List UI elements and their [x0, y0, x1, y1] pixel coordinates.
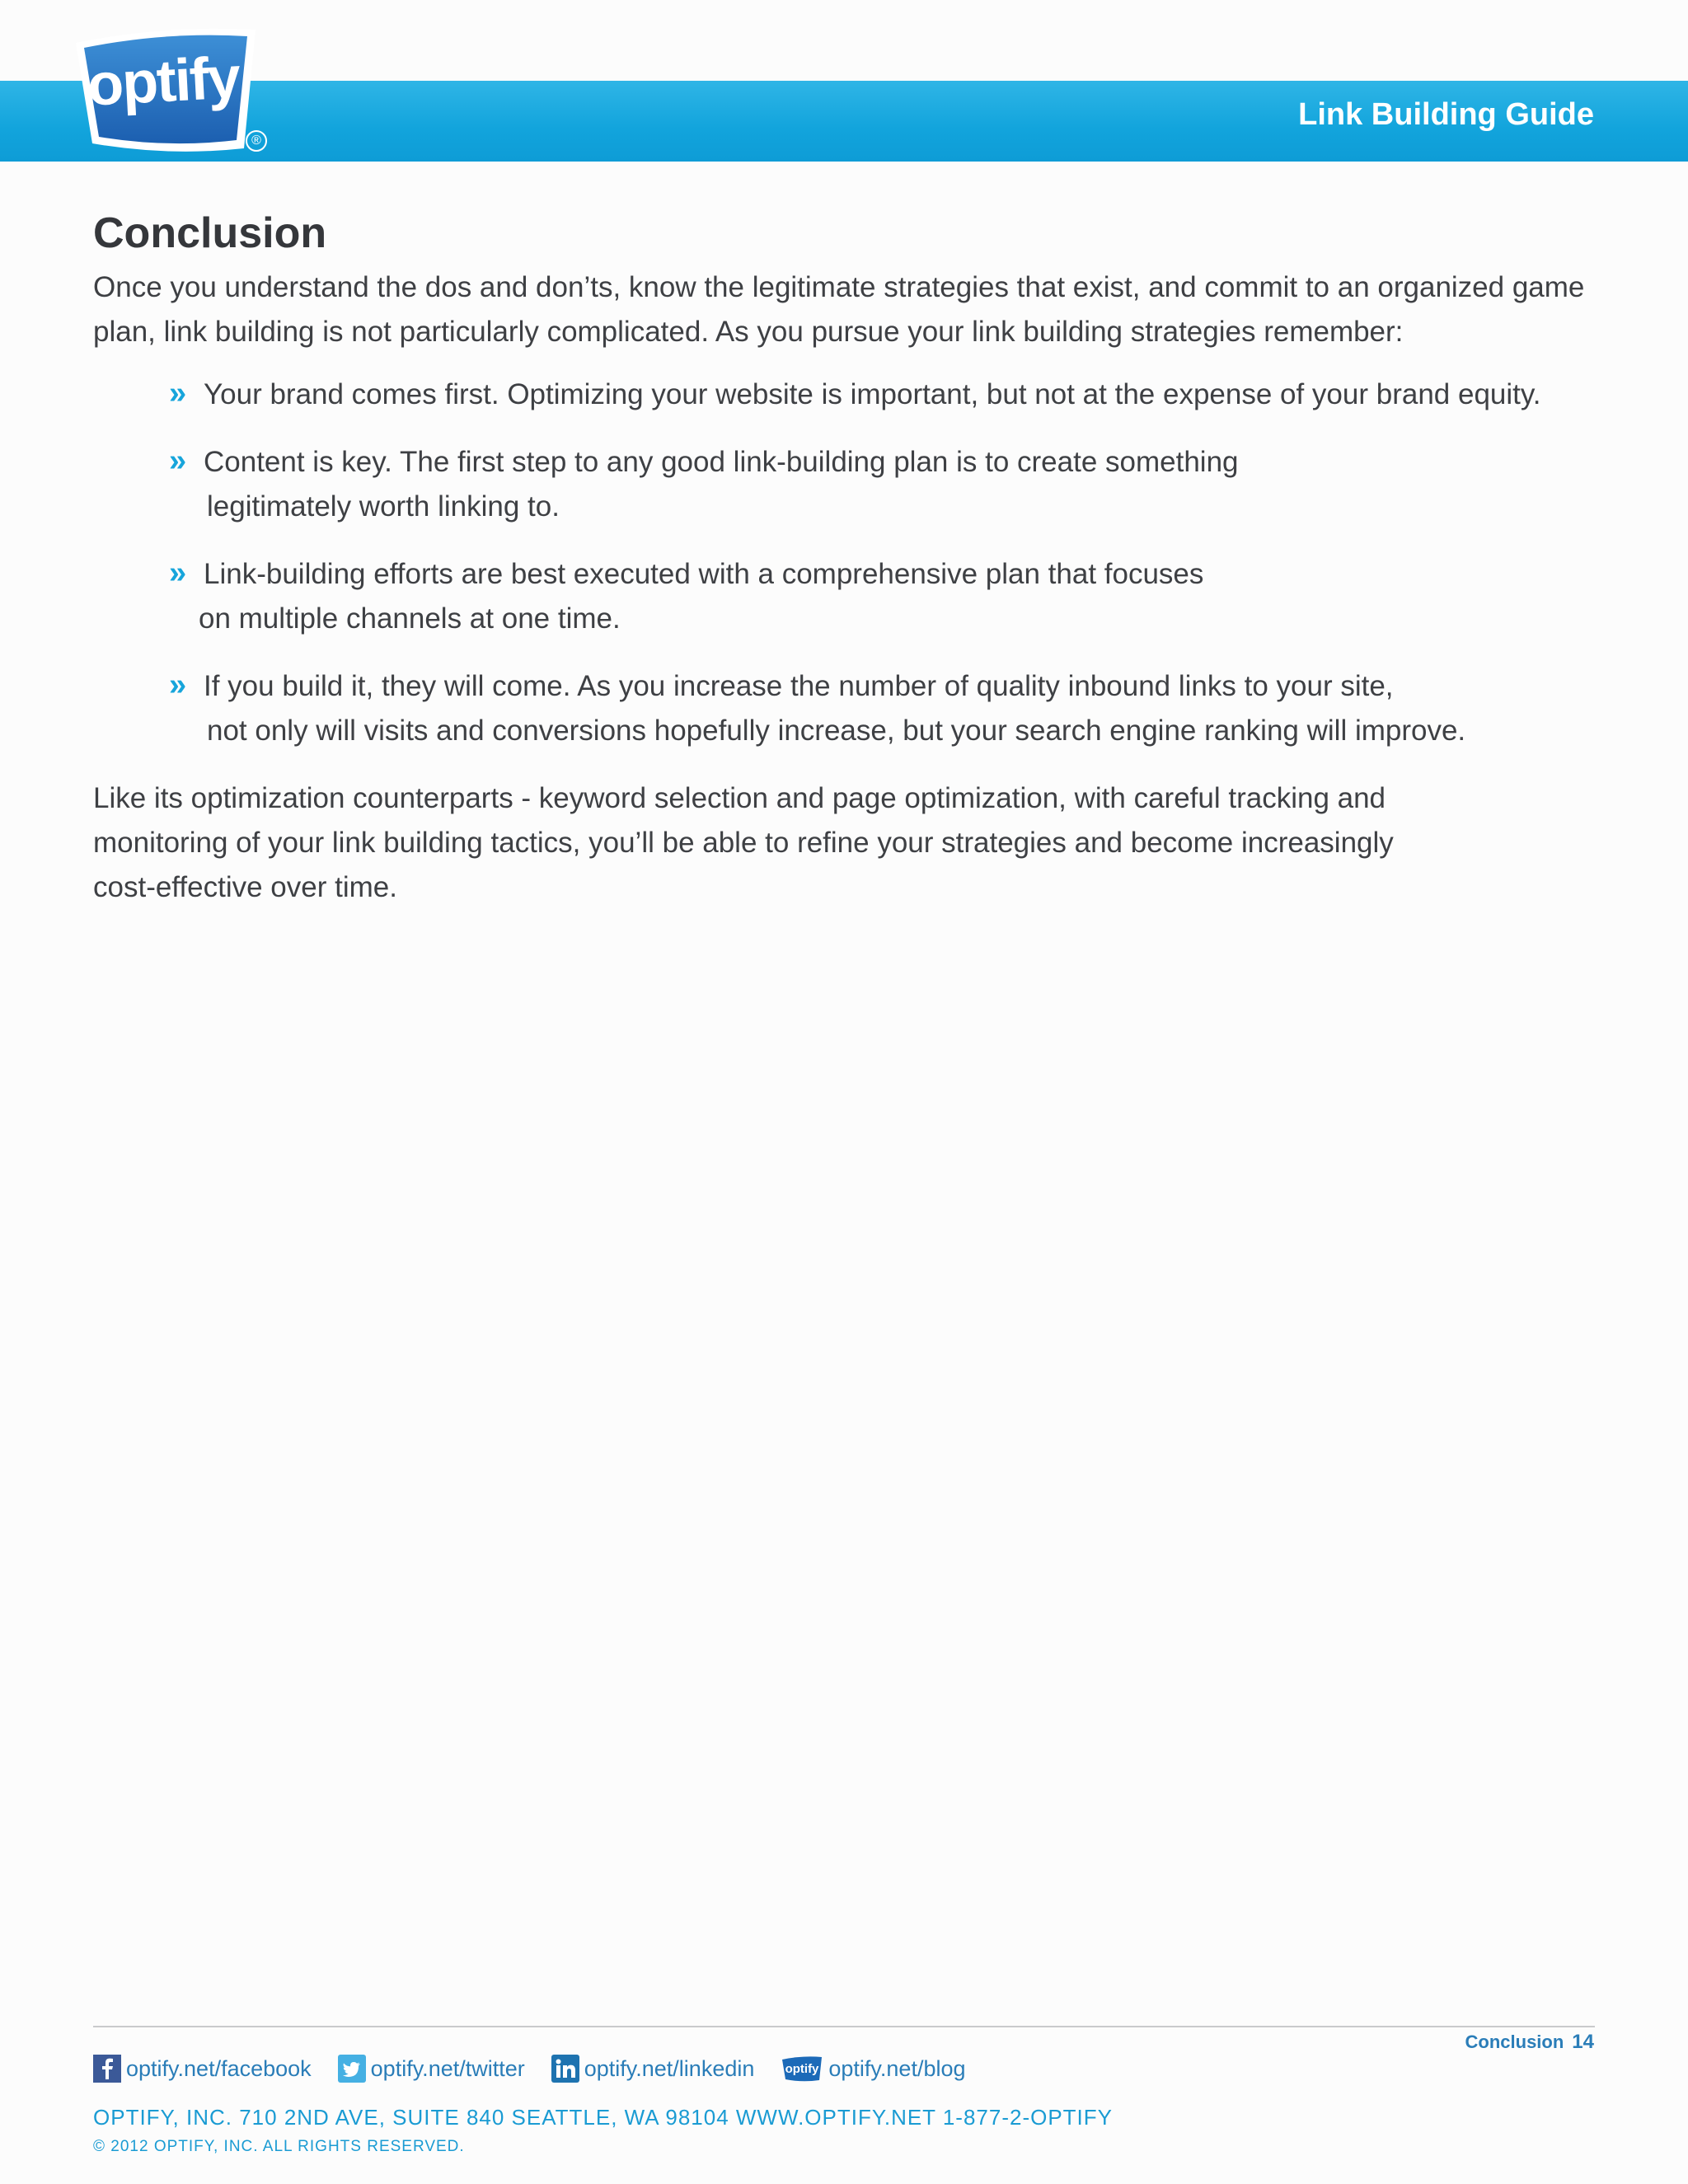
linkedin-icon — [551, 2055, 579, 2083]
closing-paragraph — [93, 776, 1601, 910]
linkedin-link[interactable] — [551, 2055, 755, 2083]
list-item — [169, 440, 1613, 529]
list-item-text: Content is key. The first step to any good link-building plan is to create something — [204, 446, 1239, 478]
chevron-right-icon: » — [169, 668, 187, 702]
page-number: 14 — [1572, 2031, 1594, 2053]
list-item-text: Link-building efforts are best executed with a comprehensive plan that focuses — [204, 558, 1204, 590]
logo-wordmark: optify — [86, 45, 241, 119]
list-item-text: If you build it, they will come. As you increase the number of quality inbound links to your site, — [204, 670, 1394, 702]
twitter-icon — [338, 2055, 366, 2083]
optify-blog-icon — [781, 2055, 823, 2083]
blog-link[interactable] — [781, 2055, 965, 2083]
guide-title: Link Building Guide — [1298, 97, 1594, 132]
section-label: Conclusion — [1465, 2032, 1564, 2052]
list-item — [169, 373, 1613, 417]
blog-link-label: optify.net/blog — [828, 2055, 966, 2081]
chevron-right-icon: » — [169, 443, 187, 478]
optify-blog-icon-text: optify — [785, 2062, 819, 2076]
company-address: OPTIFY, INC. 710 2ND AVE, SUITE 840 SEATTLE, WA 98104 WWW.OPTIFY.NET 1-877-2-OPTIFY — [93, 2105, 1113, 2130]
page-footer-label — [1465, 2031, 1594, 2054]
twitter-link-label: optify.net/twitter — [370, 2055, 525, 2081]
main-content — [93, 206, 1601, 910]
list-item-text-continued: legitimately worth linking to. — [207, 490, 560, 523]
copyright-notice: © 2012 OPTIFY, INC. ALL RIGHTS RESERVED. — [93, 2138, 465, 2155]
list-item — [169, 664, 1613, 753]
social-links — [93, 2054, 992, 2083]
linkedin-link-label: optify.net/linkedin — [584, 2055, 755, 2081]
intro-paragraph: Once you understand the dos and don’ts, know the legitimate strategies that exist, and commit to an organized game plan, link building is not particularly complicated. As you pursue your link building strategies remember: — [93, 271, 1585, 348]
list-item — [169, 552, 1613, 641]
closing-line-2: monitoring of your link building tactics, you’ll be able to refine your strategies and become increasingly — [93, 827, 1394, 859]
list-item-text: Your brand comes first. Optimizing your website is important, but not at the expense of your brand equity. — [204, 378, 1541, 410]
chevron-right-icon: » — [169, 555, 187, 590]
chevron-right-icon: » — [169, 376, 187, 410]
facebook-icon — [93, 2055, 121, 2083]
facebook-link[interactable] — [93, 2055, 312, 2083]
remember-list — [93, 373, 1601, 753]
registered-mark: ® — [246, 130, 267, 152]
list-item-text-continued: not only will visits and conversions hopefully increase, but your search engine ranking will improve. — [207, 715, 1466, 747]
page-title: Conclusion — [93, 209, 327, 257]
closing-line-3: cost-effective over time. — [93, 871, 397, 903]
list-item-text-continued: on multiple channels at one time. — [199, 602, 621, 635]
optify-logo[interactable] — [69, 25, 264, 157]
closing-line-1: Like its optimization counterparts - keyword selection and page optimization, with careful tracking and — [93, 782, 1386, 814]
footer-divider — [93, 2026, 1595, 2027]
twitter-link[interactable] — [338, 2055, 525, 2083]
facebook-link-label: optify.net/facebook — [126, 2055, 312, 2081]
